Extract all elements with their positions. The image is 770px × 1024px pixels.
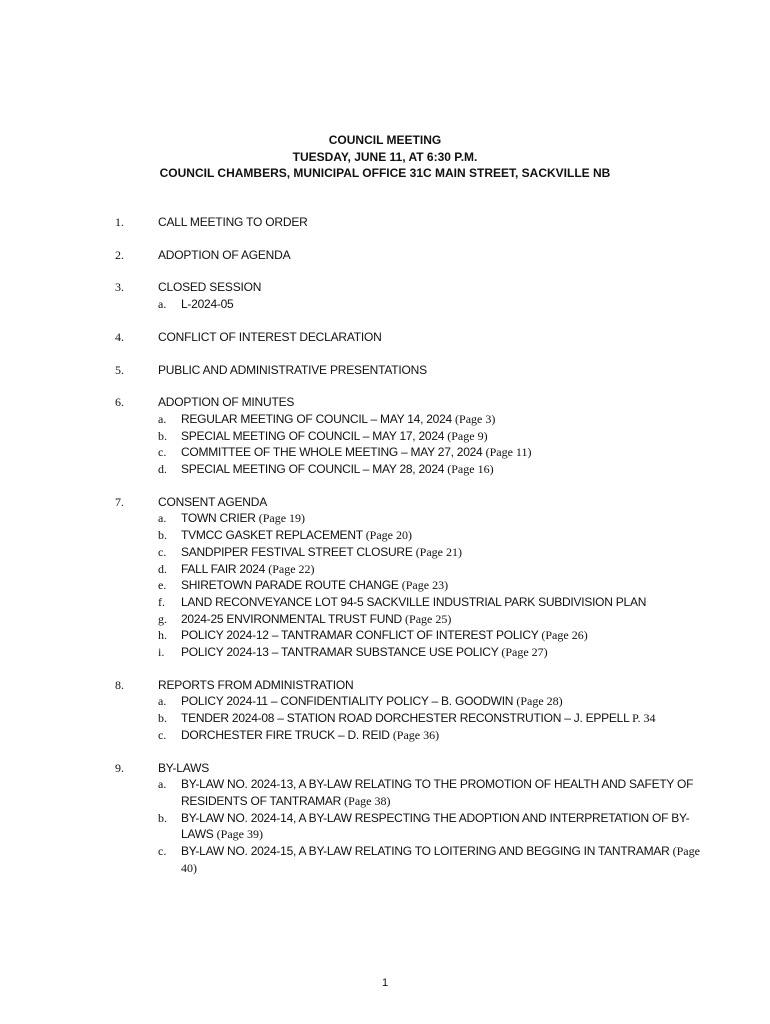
page-reference: (Page 38) — [344, 793, 391, 808]
meeting-date: TUESDAY, JUNE 11, AT 6:30 P.M. — [292, 149, 478, 164]
agenda-subitem — [158, 461, 770, 478]
agenda-item-title: ADOPTION OF MINUTES — [158, 395, 295, 410]
agenda-item-title: CLOSED SESSION — [158, 280, 262, 295]
agenda-subitem-text — [181, 693, 701, 710]
meeting-location: COUNCIL CHAMBERS, MUNICIPAL OFFICE 31C MAIN STREET, SACKVILLE NB — [159, 166, 611, 180]
agenda-subitem-label: BY-LAW NO. 2024-15, A BY-LAW RELATING TO LOITERING AND BEGGING IN TANTRAMAR — [181, 844, 670, 859]
agenda-subitem-text — [181, 727, 701, 744]
page-reference: (Page 20) — [365, 528, 413, 543]
agenda-item — [0, 279, 770, 312]
page-reference: (Page 9) — [447, 428, 488, 443]
agenda-item-title: ADOPTION OF AGENDA — [158, 247, 291, 262]
agenda-subitem-text — [181, 527, 701, 544]
agenda-subitem-letter: b. — [158, 528, 167, 543]
agenda-subitem — [158, 810, 770, 843]
agenda-subitem-letter: b. — [158, 711, 167, 726]
agenda-subitem — [158, 577, 770, 594]
agenda-item — [0, 494, 770, 661]
agenda-subitem-text — [181, 411, 701, 428]
agenda-subitem — [158, 527, 770, 544]
agenda-subitem-label: 2024-25 ENVIRONMENTAL TRUST FUND — [181, 611, 402, 626]
agenda-subitem-label: TENDER 2024-08 – STATION ROAD DORCHESTER RECONSTRUTION – J. EPPELL — [181, 711, 630, 726]
agenda-item-number: 3. — [115, 280, 124, 295]
agenda-subitem — [158, 627, 770, 644]
agenda-subitem — [158, 693, 770, 710]
agenda-list — [0, 214, 770, 893]
agenda-subitem-letter: a. — [158, 777, 167, 792]
page-reference: (Page 21) — [415, 544, 463, 559]
agenda-subitem-label: REGULAR MEETING OF COUNCIL – MAY 14, 2024 — [181, 411, 452, 426]
agenda-subitem-text — [181, 810, 701, 843]
page-reference: (Page 28) — [516, 694, 563, 709]
agenda-subitem — [158, 296, 770, 313]
page-reference: P. 34 — [632, 711, 656, 726]
agenda-subitem-text — [181, 627, 701, 644]
agenda-subitem-letter: a. — [158, 297, 167, 312]
page-reference: (Page 39) — [216, 827, 263, 842]
agenda-subitem-text — [181, 577, 701, 594]
agenda-subitem-letter: c. — [158, 544, 167, 559]
agenda-subitem — [158, 710, 770, 727]
page-reference: (Page 11) — [485, 445, 532, 460]
meeting-title: COUNCIL MEETING — [328, 133, 442, 147]
agenda-subitem-letter: h. — [158, 628, 167, 643]
agenda-subitem-text — [181, 710, 701, 727]
agenda-subitem-letter: c. — [158, 727, 167, 742]
agenda-subitem-label: BY-LAW NO. 2024-13, A BY-LAW RELATING TO THE PROMOTION OF HEALTH AND SAFETY OF RESIDENTS OF TANTRAMAR — [181, 777, 694, 808]
agenda-item-title: CONFLICT OF INTEREST DECLARATION — [158, 329, 382, 344]
agenda-item — [0, 760, 770, 877]
agenda-item-title: CONSENT AGENDA — [158, 494, 268, 509]
agenda-subitem-label: BY-LAW NO. 2024-14, A BY-LAW RESPECTING THE ADOPTION AND INTERPRETATION OF BY-LAWS — [181, 810, 690, 842]
agenda-subitem-text — [181, 544, 701, 561]
agenda-subitem — [158, 561, 770, 578]
agenda-item — [0, 329, 770, 346]
agenda-item-number: 2. — [115, 247, 124, 262]
agenda-subitem-label: POLICY 2024-11 – CONFIDENTIALITY POLICY – B. GOODWIN — [181, 694, 514, 709]
agenda-item-title: BY-LAWS — [158, 760, 210, 775]
agenda-item — [0, 247, 770, 264]
agenda-subitem-letter: a. — [158, 511, 167, 526]
agenda-subitem — [158, 510, 770, 527]
agenda-subitem-text — [181, 444, 701, 461]
agenda-subitem-letter: i. — [158, 645, 165, 660]
agenda-item-title: PUBLIC AND ADMINISTRATIVE PRESENTATIONS — [158, 362, 427, 377]
agenda-subitem — [158, 444, 770, 461]
agenda-subitem-text — [181, 843, 701, 876]
agenda-subitem-label: TOWN CRIER — [181, 511, 256, 526]
page-reference: (Page 36) — [392, 727, 440, 742]
agenda-subitem-text — [181, 611, 701, 628]
agenda-subitem-letter: a. — [158, 411, 167, 426]
agenda-subitem-label: L-2024-05 — [181, 297, 234, 312]
agenda-subitem — [158, 843, 770, 876]
agenda-subitem-text — [181, 644, 701, 661]
page-reference: (Page 27) — [501, 645, 548, 660]
agenda-subitem-label: FALL FAIR 2024 — [181, 561, 266, 576]
agenda-subitem-letter: c. — [158, 445, 167, 460]
agenda-subitem-letter: b. — [158, 428, 167, 443]
agenda-subitem — [158, 727, 770, 744]
agenda-subitem-letter: b. — [158, 810, 167, 825]
page-reference: (Page 26) — [541, 628, 588, 643]
agenda-subitem — [158, 411, 770, 428]
agenda-item-number: 1. — [115, 215, 124, 229]
page-reference: (Page 40) — [181, 844, 700, 875]
agenda-subitem — [158, 428, 770, 445]
agenda-subitem — [158, 594, 770, 611]
agenda-item-number: 6. — [115, 395, 124, 410]
page-reference: (Page 16) — [447, 462, 494, 477]
agenda-subitem — [158, 644, 770, 661]
agenda-subitem-letter: d. — [158, 462, 167, 477]
agenda-subitem-text — [181, 461, 701, 478]
agenda-subitem-letter: a. — [158, 694, 167, 709]
agenda-subitem-label: POLICY 2024-13 – TANTRAMAR SUBSTANCE USE POLICY — [181, 645, 499, 660]
agenda-subitem — [158, 776, 770, 809]
agenda-subitem-text — [181, 561, 701, 578]
agenda-subitem-text — [181, 510, 701, 527]
agenda-item-title: REPORTS FROM ADMINISTRATION — [158, 677, 354, 692]
agenda-item-number: 8. — [115, 677, 124, 692]
page-reference: (Page 25) — [405, 611, 452, 626]
meeting-header — [0, 132, 770, 182]
agenda-subitem — [158, 544, 770, 561]
page-reference: (Page 22) — [268, 561, 315, 576]
agenda-item — [0, 677, 770, 744]
agenda-item-number: 7. — [115, 494, 124, 509]
agenda-item-title: CALL MEETING TO ORDER — [158, 215, 308, 229]
agenda-subitem-text — [181, 296, 701, 313]
agenda-subitem-letter: g. — [158, 611, 167, 626]
page-reference: (Page 3) — [455, 411, 496, 426]
agenda-subitem-letter: e. — [158, 578, 167, 593]
agenda-subitem-label: LAND RECONVEYANCE LOT 94-5 SACKVILLE INDUSTRIAL PARK SUBDIVISION PLAN — [181, 594, 647, 609]
agenda-subitem-letter: d. — [158, 561, 167, 576]
agenda-subitem-label: DORCHESTER FIRE TRUCK – D. REID — [181, 727, 390, 742]
agenda-item — [0, 214, 770, 231]
page-reference: (Page 23) — [401, 578, 449, 593]
agenda-item-number: 9. — [115, 760, 124, 775]
agenda-subitem-label: SANDPIPER FESTIVAL STREET CLOSURE — [181, 544, 413, 559]
agenda-subitem-letter: c. — [158, 844, 167, 859]
agenda-subitem-label: COMMITTEE OF THE WHOLE MEETING – MAY 27, 2024 — [181, 445, 483, 460]
agenda-subitem-text — [181, 776, 701, 809]
agenda-item — [0, 362, 770, 379]
agenda-subitem-text — [181, 428, 701, 445]
page-number: 1 — [381, 977, 389, 989]
agenda-subitem-label: TVMCC GASKET REPLACEMENT — [181, 528, 363, 543]
agenda-subitem-label: SHIRETOWN PARADE ROUTE CHANGE — [181, 578, 399, 593]
agenda-subitem-label: SPECIAL MEETING OF COUNCIL – MAY 28, 2024 — [181, 462, 445, 477]
agenda-item-number: 4. — [115, 329, 124, 344]
agenda-item — [0, 394, 770, 478]
page-reference: (Page 19) — [258, 511, 306, 526]
agenda-subitem-letter: f. — [158, 594, 165, 609]
agenda-subitem-label: SPECIAL MEETING OF COUNCIL – MAY 17, 2024 — [181, 428, 445, 443]
agenda-subitem-label: POLICY 2024-12 – TANTRAMAR CONFLICT OF INTEREST POLICY — [181, 628, 539, 643]
agenda-subitem-text — [181, 594, 701, 611]
agenda-item-number: 5. — [115, 362, 124, 377]
agenda-subitem — [158, 611, 770, 628]
